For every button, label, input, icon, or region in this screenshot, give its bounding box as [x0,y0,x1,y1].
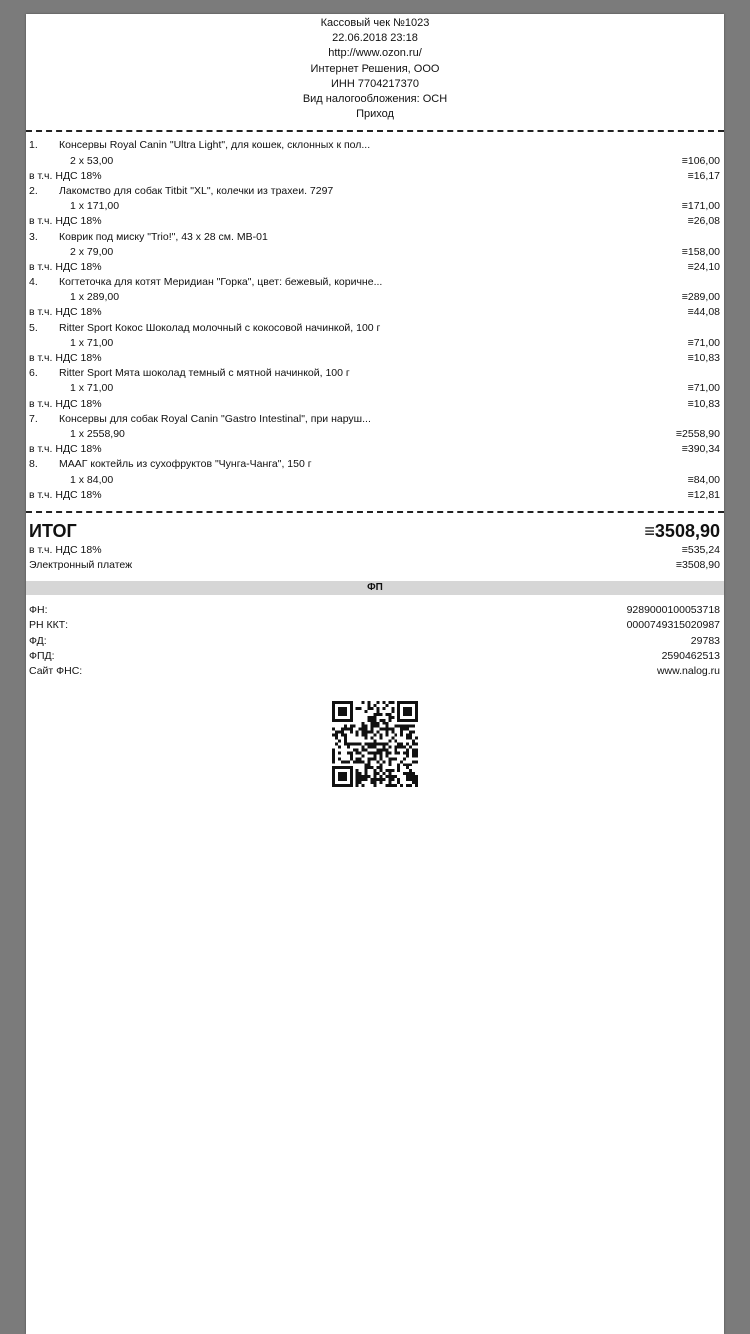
fiscal-label: ФН: [29,604,48,617]
total-label: ИТОГ [29,520,77,541]
qr-code [332,701,418,787]
item-vat-value: ≡10,83 [687,397,720,410]
item-number: 1. [29,139,38,152]
item-entry [29,184,720,230]
item-vat-row [29,397,720,412]
total-value: ≡3508,90 [644,520,720,541]
item-vat-label: в т.ч. НДС 18% [29,488,102,501]
item-name-row [29,412,720,427]
item-name: Консервы для собак Royal Canin "Gastro Intestinal", при наруш... [59,412,371,425]
item-sum: ≡2558,90 [675,427,720,440]
item-vat-label: в т.ч. НДС 18% [29,397,102,410]
seller-inn: ИНН 7704217370 [330,77,420,90]
item-vat-label: в т.ч. НДС 18% [29,260,102,273]
fiscal-value: www.nalog.ru [656,665,720,678]
item-qty-row [29,199,720,214]
receipt-datetime: 22.06.2018 23:18 [332,32,418,45]
item-qty-row [29,245,720,260]
item-number: 4. [29,276,38,289]
item-qty: 2 x 53,00 [70,154,114,167]
item-sum: ≡71,00 [687,382,720,395]
item-number: 5. [29,321,38,334]
item-qty-row [29,336,720,351]
item-vat-label: в т.ч. НДС 18% [29,215,102,228]
item-qty-row [29,154,720,169]
item-qty: 1 x 84,00 [70,473,114,486]
item-number: 3. [29,230,38,243]
item-vat-row [29,260,720,275]
fiscal-label: РН ККТ: [29,619,69,632]
receipt-header [26,14,724,122]
item-vat-row [29,169,720,184]
item-name-row [29,275,720,290]
item-qty: 1 x 171,00 [70,200,120,213]
item-name-row [29,138,720,153]
item-vat-value: ≡24,10 [687,260,720,273]
item-vat-row [29,442,720,457]
qr-code-icon [332,701,418,787]
payment-value: ≡3508,90 [675,559,720,572]
item-name-row [29,230,720,245]
item-vat-value: ≡26,08 [687,215,720,228]
total-vat-row [29,543,720,558]
item-name: Лакомство для собак Titbit "XL", колечки из трахеи. 7297 [59,184,334,197]
fiscal-row [29,634,720,649]
fiscal-info [26,595,724,679]
item-vat-row [29,214,720,229]
item-name: Коврик под миску "Trio!", 43 х 28 см. МВ-01 [59,230,268,243]
item-number: 8. [29,458,38,471]
totals-block [26,513,724,573]
tax-system: Вид налогообложения: ОСН [302,93,448,106]
fiscal-row [29,618,720,633]
fiscal-label: ФПД: [29,649,55,662]
fp-section-bar: ФП [26,581,724,595]
item-vat-value: ≡390,34 [681,443,720,456]
item-name-row [29,321,720,336]
item-name-row [29,184,720,199]
item-name: МААГ коктейль из сухофруктов "Чунга-Чанга", 150 г [59,458,312,471]
item-name-row [29,457,720,472]
item-vat-value: ≡16,17 [687,169,720,182]
item-name: Когтеточка для котят Меридиан "Горка", цвет: бежевый, коричне... [59,276,383,289]
item-vat-row [29,488,720,503]
item-sum: ≡71,00 [687,336,720,349]
total-row [29,519,720,543]
receipt-paper [26,14,724,1334]
fiscal-value: 0000749315020987 [626,619,720,632]
item-name: Консервы Royal Canin "Ultra Light", для кошек, склонных к пол... [59,139,371,152]
item-entry [29,366,720,412]
fiscal-row [29,649,720,664]
fiscal-row [29,603,720,618]
item-sum: ≡171,00 [681,200,720,213]
seller-company: Интернет Решения, ООО [310,62,440,75]
item-vat-label: в т.ч. НДС 18% [29,352,102,365]
item-list [26,132,724,503]
item-sum: ≡158,00 [681,245,720,258]
payment-label: Электронный платеж [29,559,133,572]
item-qty-row [29,473,720,488]
item-vat-value: ≡44,08 [687,306,720,319]
item-name: Ritter Sport Мята шоколад темный с мятной начинкой, 100 г [59,367,350,380]
item-qty-row [29,290,720,305]
item-vat-label: в т.ч. НДС 18% [29,306,102,319]
item-entry [29,275,720,321]
item-qty: 1 x 2558,90 [70,427,125,440]
item-sum: ≡84,00 [687,473,720,486]
item-qty: 2 x 79,00 [70,245,114,258]
seller-site: http://www.ozon.ru/ [328,47,422,60]
payment-row [29,558,720,573]
fiscal-value: 9289000100053718 [626,604,720,617]
item-qty-row [29,427,720,442]
item-vat-value: ≡10,83 [687,352,720,365]
item-entry [29,457,720,503]
operation-type: Приход [356,108,394,121]
item-qty: 1 x 289,00 [70,291,120,304]
total-vat-value: ≡535,24 [681,543,720,556]
item-qty: 1 x 71,00 [70,336,114,349]
item-vat-row [29,305,720,320]
item-name: Ritter Sport Кокос Шоколад молочный с кокосовой начинкой, 100 г [59,321,381,334]
item-entry [29,412,720,458]
item-vat-row [29,351,720,366]
item-number: 7. [29,412,38,425]
fiscal-label: ФД: [29,634,47,647]
item-entry [29,230,720,276]
fiscal-row [29,664,720,679]
item-vat-label: в т.ч. НДС 18% [29,443,102,456]
item-sum: ≡106,00 [681,154,720,167]
item-entry [29,321,720,367]
item-number: 2. [29,184,38,197]
receipt-title: Кассовый чек №1023 [320,17,430,29]
item-qty-row [29,381,720,396]
item-name-row [29,366,720,381]
fiscal-value: 29783 [690,634,720,647]
item-qty: 1 x 71,00 [70,382,114,395]
fiscal-value: 2590462513 [661,649,720,662]
item-entry [29,138,720,184]
item-vat-label: в т.ч. НДС 18% [29,169,102,182]
item-vat-value: ≡12,81 [687,488,720,501]
item-number: 6. [29,367,38,380]
fiscal-label: Сайт ФНС: [29,665,83,678]
item-sum: ≡289,00 [681,291,720,304]
total-vat-label: в т.ч. НДС 18% [29,543,102,556]
